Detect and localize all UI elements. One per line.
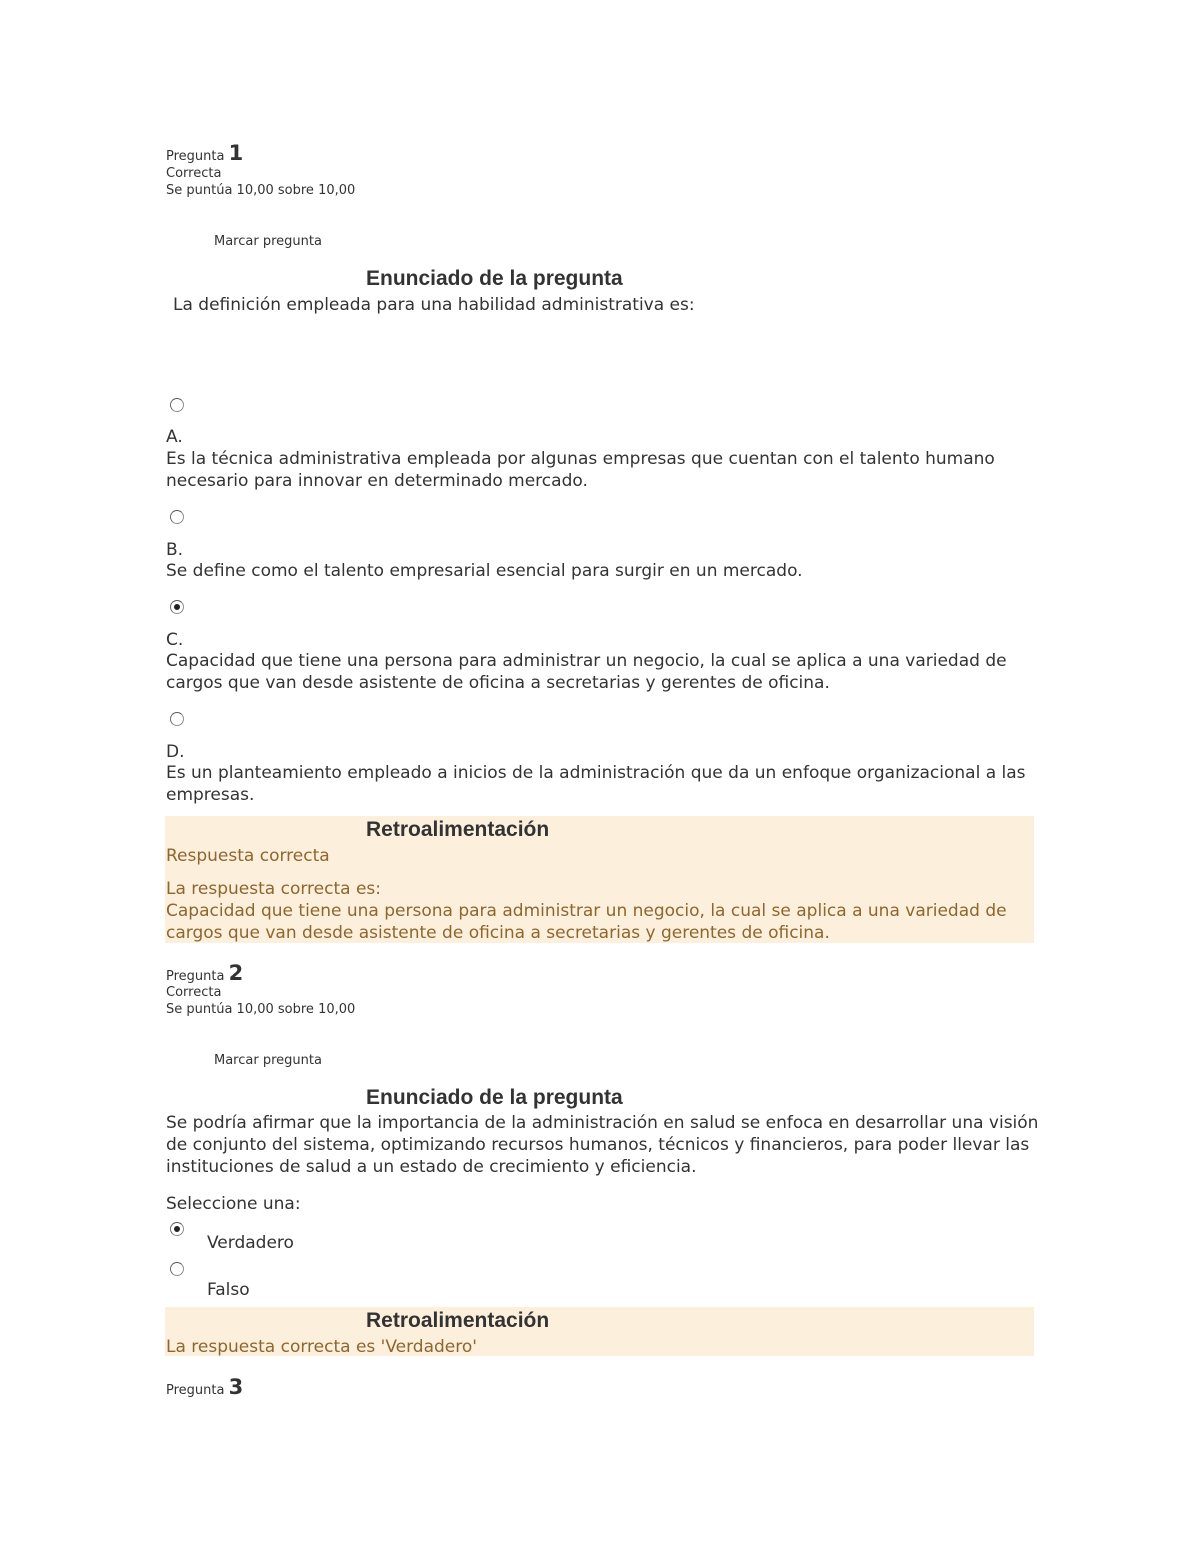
option-a-radio[interactable] (170, 398, 184, 412)
option-a-letter: A. (166, 427, 183, 447)
option-false-radio[interactable] (170, 1262, 184, 1276)
question-3-label: Pregunta 3 (166, 1375, 244, 1399)
question-2-heading: Enunciado de la pregunta (366, 1086, 623, 1109)
option-d-radio[interactable] (170, 712, 184, 726)
flag-question-2-link[interactable]: Marcar pregunta (214, 1053, 322, 1068)
option-c-radio[interactable] (170, 600, 184, 614)
feedback-1-answer: Capacidad que tiene una persona para administrar un negocio, la cual se aplica a una variedad de cargos que van desde asistente de oficina a secretarias y gerentes de oficina. (166, 901, 1007, 943)
question-number: 3 (228, 1375, 244, 1399)
option-d-letter: D. (166, 742, 185, 762)
feedback-1-result: Respuesta correcta (166, 846, 330, 866)
question-2-score: Se puntúa 10,00 sobre 10,00 (166, 1002, 356, 1017)
question-2-text: Se podría afirmar que la importancia de la administración en salud se enfoca en desarrollar una visión de conjunto del sistema, optimizando recursos humanos, técnicos y financieros, para poder llevar las instituciones de salud a un estado de crecimiento y eficiencia. (166, 1113, 1039, 1177)
option-b-radio[interactable] (170, 510, 184, 524)
option-true-label[interactable]: Verdadero (207, 1233, 294, 1253)
option-c-letter: C. (166, 630, 184, 650)
option-true-radio[interactable] (170, 1222, 184, 1236)
question-1-label: Pregunta 1 (166, 141, 244, 165)
question-1-text: La definición empleada para una habilidad administrativa es: (173, 295, 695, 315)
option-false-label[interactable]: Falso (207, 1280, 250, 1300)
option-c-text: Capacidad que tiene una persona para administrar un negocio, la cual se aplica a una variedad de cargos que van desde asistente de oficina a secretarias y gerentes de oficina. (166, 651, 1007, 693)
question-number: 2 (228, 961, 244, 985)
question-1-score: Se puntúa 10,00 sobre 10,00 (166, 183, 356, 198)
feedback-2-answer: La respuesta correcta es 'Verdadero' (166, 1337, 477, 1357)
question-1-heading: Enunciado de la pregunta (366, 267, 623, 290)
question-2-status: Correcta (166, 985, 222, 1000)
feedback-2-heading: Retroalimentación (366, 1309, 550, 1332)
question-number: 1 (228, 141, 244, 165)
question-2-label: Pregunta 2 (166, 961, 244, 985)
flag-question-1-link[interactable]: Marcar pregunta (214, 234, 322, 249)
option-b-letter: B. (166, 540, 184, 560)
option-a-text: Es la técnica administrativa empleada por algunas empresas que cuentan con el talento humano necesario para innovar en determinado mercado. (166, 449, 995, 491)
select-one-prompt: Seleccione una: (166, 1194, 301, 1214)
option-b-text: Se define como el talento empresarial esencial para surgir en un mercado. (166, 561, 803, 581)
question-1-status: Correcta (166, 166, 222, 181)
option-d-text: Es un planteamiento empleado a inicios de la administración que da un enfoque organizacional a las empresas. (166, 763, 1026, 805)
feedback-1-heading: Retroalimentación (366, 818, 550, 841)
feedback-1-intro: La respuesta correcta es: (166, 879, 381, 899)
